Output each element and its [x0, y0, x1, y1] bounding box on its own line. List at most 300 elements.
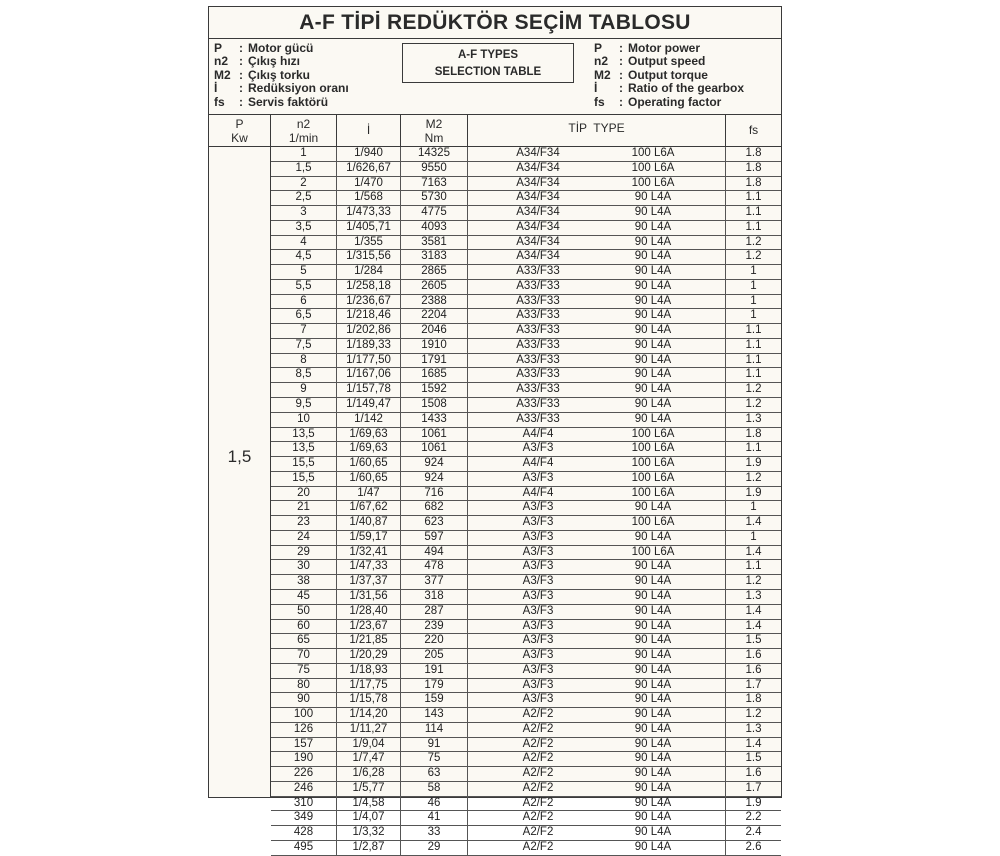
cell-fs: 1 — [750, 530, 757, 543]
cell-type — [468, 620, 726, 634]
cell-fs: 1.1 — [745, 206, 762, 219]
cell-m2: 1685 — [401, 368, 468, 382]
cell-ratio: 1/405,71 — [337, 221, 401, 235]
cell-fs: 1.5 — [745, 752, 762, 765]
cell-type — [468, 575, 726, 589]
cell-m2: 494 — [401, 546, 468, 560]
gearbox-type: A2/F2 — [522, 826, 554, 839]
table-row — [271, 590, 781, 605]
cell-fs: 1.9 — [745, 486, 762, 499]
cell-fs: 1.1 — [745, 368, 762, 381]
cell-type — [468, 339, 726, 353]
table-row — [271, 472, 781, 487]
cell-n2: 30 — [271, 560, 337, 574]
cell-n2: 21 — [271, 501, 337, 515]
cell-ratio: 1/3,32 — [337, 826, 401, 840]
gearbox-type: A3/F3 — [522, 516, 554, 529]
cell-m2: 2865 — [401, 265, 468, 279]
gearbox-type: A3/F3 — [522, 649, 554, 662]
cell-type — [468, 280, 726, 294]
gearbox-type: A34/F34 — [516, 161, 560, 174]
cell-fs: 1.9 — [745, 796, 762, 809]
cell-m2: 1508 — [401, 398, 468, 412]
motor-type: 90 L4A — [634, 811, 672, 824]
motor-type: 100 L6A — [631, 486, 675, 499]
header-power: P Kw — [209, 115, 271, 146]
cell-n2: 2,5 — [271, 191, 337, 205]
cell-type — [468, 177, 726, 191]
motor-type: 90 L4A — [634, 589, 672, 602]
table-row — [271, 324, 781, 339]
gearbox-type: A3/F3 — [522, 693, 554, 706]
cell-m2: 3183 — [401, 250, 468, 264]
gearbox-type: A3/F3 — [522, 560, 554, 573]
gearbox-type: A2/F2 — [522, 737, 554, 750]
cell-m2: 75 — [401, 752, 468, 766]
cell-n2: 38 — [271, 575, 337, 589]
cell-n2: 3 — [271, 206, 337, 220]
cell-ratio: 1/940 — [337, 147, 401, 161]
cell-ratio: 1/355 — [337, 236, 401, 250]
cell-type — [468, 265, 726, 279]
motor-type: 90 L4A — [634, 796, 672, 809]
cell-fs: 1.1 — [745, 338, 762, 351]
cell-type — [468, 162, 726, 176]
cell-fs: 1 — [750, 294, 757, 307]
selection-table-sheet — [208, 6, 782, 853]
cell-type — [468, 782, 726, 796]
cell-n2: 45 — [271, 590, 337, 604]
cell-type — [468, 206, 726, 220]
gearbox-type: A3/F3 — [522, 501, 554, 514]
cell-ratio: 1/40,87 — [337, 516, 401, 530]
cell-fs: 1.1 — [745, 220, 762, 233]
cell-ratio: 1/67,62 — [337, 501, 401, 515]
legend-english — [594, 42, 744, 109]
table-row — [271, 516, 781, 531]
cell-m2: 7163 — [401, 177, 468, 191]
cell-n2: 80 — [271, 679, 337, 693]
gearbox-type: A3/F3 — [522, 442, 554, 455]
cell-type — [468, 147, 726, 161]
cell-m2: 716 — [401, 487, 468, 501]
cell-type — [468, 295, 726, 309]
cell-n2: 7 — [271, 324, 337, 338]
cell-fs: 1.2 — [745, 575, 762, 588]
cell-n2: 5 — [271, 265, 337, 279]
cell-type — [468, 605, 726, 619]
cell-n2: 428 — [271, 826, 337, 840]
types-box-line: SELECTION TABLE — [434, 66, 542, 78]
motor-type: 100 L6A — [631, 161, 675, 174]
cell-ratio: 1/20,29 — [337, 649, 401, 663]
cell-n2: 24 — [271, 531, 337, 545]
cell-m2: 191 — [401, 664, 468, 678]
cell-n2: 5,5 — [271, 280, 337, 294]
cell-n2: 7,5 — [271, 339, 337, 353]
table-row — [271, 605, 781, 620]
gearbox-type: A2/F2 — [522, 811, 554, 824]
cell-ratio: 1/470 — [337, 177, 401, 191]
cell-ratio: 1/14,20 — [337, 708, 401, 722]
motor-type: 100 L6A — [631, 176, 675, 189]
cell-ratio: 1/4,58 — [337, 797, 401, 811]
cell-type — [468, 398, 726, 412]
legend-section — [209, 39, 781, 115]
gearbox-type: A34/F34 — [516, 220, 560, 233]
cell-m2: 143 — [401, 708, 468, 722]
cell-ratio: 1/37,37 — [337, 575, 401, 589]
cell-ratio: 1/473,33 — [337, 206, 401, 220]
table-row — [271, 811, 781, 826]
table-row — [271, 723, 781, 738]
cell-n2: 75 — [271, 664, 337, 678]
cell-n2: 60 — [271, 620, 337, 634]
table-row — [271, 546, 781, 561]
cell-m2: 41 — [401, 811, 468, 825]
cell-type — [468, 752, 726, 766]
cell-type — [468, 413, 726, 427]
cell-type — [468, 368, 726, 382]
cell-m2: 14325 — [401, 147, 468, 161]
gearbox-type: A33/F33 — [516, 279, 560, 292]
cell-type — [468, 708, 726, 722]
cell-type — [468, 649, 726, 663]
gearbox-type: A33/F33 — [516, 353, 560, 366]
table-row — [271, 531, 781, 546]
cell-m2: 91 — [401, 738, 468, 752]
motor-type: 90 L4A — [634, 279, 672, 292]
gearbox-type: A2/F2 — [522, 722, 554, 735]
cell-type — [468, 767, 726, 781]
motor-type: 90 L4A — [634, 649, 672, 662]
gearbox-type: A3/F3 — [522, 589, 554, 602]
gearbox-type: A2/F2 — [522, 840, 554, 853]
cell-n2: 65 — [271, 634, 337, 648]
cell-n2: 15,5 — [271, 457, 337, 471]
cell-ratio: 1/28,40 — [337, 605, 401, 619]
cell-type — [468, 324, 726, 338]
gearbox-type: A3/F3 — [522, 678, 554, 691]
cell-ratio: 1/315,56 — [337, 250, 401, 264]
cell-type — [468, 457, 726, 471]
cell-m2: 58 — [401, 782, 468, 796]
motor-type: 100 L6A — [631, 442, 675, 455]
motor-type: 90 L4A — [634, 220, 672, 233]
table-row — [271, 649, 781, 664]
cell-ratio: 1/31,56 — [337, 590, 401, 604]
cell-fs: 1.4 — [745, 604, 762, 617]
table-row — [271, 368, 781, 383]
cell-ratio: 1/21,85 — [337, 634, 401, 648]
table-row — [271, 457, 781, 472]
legend-item: İ : Redüksiyon oranı — [214, 81, 349, 96]
motor-type: 90 L4A — [634, 663, 672, 676]
cell-type — [468, 738, 726, 752]
cell-n2: 157 — [271, 738, 337, 752]
cell-type — [468, 811, 726, 825]
cell-ratio: 1/284 — [337, 265, 401, 279]
cell-fs: 1.1 — [745, 353, 762, 366]
power-value: 1,5 — [227, 447, 252, 466]
cell-fs: 1.4 — [745, 516, 762, 529]
cell-type — [468, 531, 726, 545]
cell-ratio: 1/2,87 — [337, 841, 401, 855]
gearbox-type: A3/F3 — [522, 545, 554, 558]
cell-fs: 2.4 — [745, 826, 762, 839]
motor-type: 100 L6A — [631, 471, 675, 484]
table-row — [271, 501, 781, 516]
gearbox-type: A3/F3 — [522, 604, 554, 617]
cell-type — [468, 560, 726, 574]
motor-type: 90 L4A — [634, 708, 672, 721]
cell-fs: 1.3 — [745, 412, 762, 425]
legend-item: n2 : Output speed — [594, 54, 706, 69]
header-m2: M2 Nm — [401, 115, 468, 146]
cell-ratio: 1/568 — [337, 191, 401, 205]
cell-n2: 9 — [271, 383, 337, 397]
cell-type — [468, 442, 726, 456]
motor-type: 90 L4A — [634, 338, 672, 351]
cell-fs: 1.9 — [745, 457, 762, 470]
cell-fs: 1.1 — [745, 442, 762, 455]
cell-n2: 23 — [271, 516, 337, 530]
motor-type: 90 L4A — [634, 383, 672, 396]
cell-ratio: 1/47,33 — [337, 560, 401, 574]
cell-ratio: 1/17,75 — [337, 679, 401, 693]
cell-n2: 13,5 — [271, 442, 337, 456]
cell-fs: 1.1 — [745, 191, 762, 204]
motor-type: 90 L4A — [634, 265, 672, 278]
legend-item: P : Motor power — [594, 41, 700, 55]
motor-type: 90 L4A — [634, 324, 672, 337]
gearbox-type: A34/F34 — [516, 147, 560, 159]
cell-m2: 1592 — [401, 383, 468, 397]
cell-fs: 1 — [750, 501, 757, 514]
cell-type — [468, 723, 726, 737]
cell-fs: 1.1 — [745, 560, 762, 573]
motor-type: 90 L4A — [634, 619, 672, 632]
types-box — [402, 43, 574, 83]
cell-type — [468, 383, 726, 397]
cell-fs: 1.8 — [745, 693, 762, 706]
cell-n2: 70 — [271, 649, 337, 663]
gearbox-type: A3/F3 — [522, 530, 554, 543]
cell-ratio: 1/59,17 — [337, 531, 401, 545]
motor-type: 90 L4A — [634, 530, 672, 543]
cell-n2: 1,5 — [271, 162, 337, 176]
motor-type: 90 L4A — [634, 575, 672, 588]
cell-fs: 2.6 — [745, 840, 762, 853]
motor-type: 90 L4A — [634, 206, 672, 219]
gearbox-type: A3/F3 — [522, 575, 554, 588]
table-row — [271, 797, 781, 812]
cell-n2: 20 — [271, 487, 337, 501]
cell-ratio: 1/69,63 — [337, 428, 401, 442]
cell-n2: 4,5 — [271, 250, 337, 264]
cell-type — [468, 354, 726, 368]
cell-m2: 287 — [401, 605, 468, 619]
cell-fs: 1.8 — [745, 147, 762, 159]
gearbox-type: A34/F34 — [516, 191, 560, 204]
cell-ratio: 1/60,65 — [337, 457, 401, 471]
table-row — [271, 442, 781, 457]
cell-fs: 1.2 — [745, 708, 762, 721]
motor-type: 90 L4A — [634, 678, 672, 691]
gearbox-type: A4/F4 — [522, 427, 554, 440]
legend-item: fs : Operating factor — [594, 94, 722, 109]
cell-fs: 1.5 — [745, 634, 762, 647]
cell-ratio: 1/18,93 — [337, 664, 401, 678]
cell-ratio: 1/258,18 — [337, 280, 401, 294]
cell-n2: 310 — [271, 797, 337, 811]
cell-m2: 2204 — [401, 309, 468, 323]
cell-m2: 2605 — [401, 280, 468, 294]
cell-n2: 8,5 — [271, 368, 337, 382]
motor-type: 90 L4A — [634, 722, 672, 735]
motor-type: 90 L4A — [634, 191, 672, 204]
table-row — [271, 782, 781, 797]
header-n2: n2 1/min — [271, 115, 337, 146]
cell-m2: 682 — [401, 501, 468, 515]
legend-item: M2 : Çıkış torku — [214, 67, 311, 82]
motor-type: 90 L4A — [634, 634, 672, 647]
cell-fs: 1.7 — [745, 781, 762, 794]
table-row — [271, 560, 781, 575]
cell-ratio: 1/5,77 — [337, 782, 401, 796]
legend-item: P : Motor gücü — [214, 41, 314, 55]
cell-type — [468, 516, 726, 530]
motor-type: 90 L4A — [634, 235, 672, 248]
gearbox-type: A34/F34 — [516, 206, 560, 219]
cell-n2: 29 — [271, 546, 337, 560]
table-row — [271, 162, 781, 177]
cell-ratio: 1/4,07 — [337, 811, 401, 825]
cell-m2: 1061 — [401, 428, 468, 442]
motor-type: 90 L4A — [634, 309, 672, 322]
motor-type: 90 L4A — [634, 840, 672, 853]
motor-type: 90 L4A — [634, 604, 672, 617]
cell-fs: 1.7 — [745, 678, 762, 691]
gearbox-type: A3/F3 — [522, 471, 554, 484]
cell-m2: 46 — [401, 797, 468, 811]
gearbox-type: A34/F34 — [516, 235, 560, 248]
gearbox-type: A4/F4 — [522, 457, 554, 470]
cell-type — [468, 841, 726, 855]
header-type: TİP TYPE — [468, 115, 726, 146]
cell-m2: 2046 — [401, 324, 468, 338]
header-ratio: İ — [337, 115, 401, 146]
cell-n2: 226 — [271, 767, 337, 781]
gearbox-type: A2/F2 — [522, 752, 554, 765]
cell-n2: 90 — [271, 693, 337, 707]
cell-m2: 29 — [401, 841, 468, 855]
cell-type — [468, 250, 726, 264]
cell-ratio: 1/202,86 — [337, 324, 401, 338]
legend-item: fs : Servis faktörü — [214, 94, 329, 109]
gearbox-type: A34/F34 — [516, 250, 560, 263]
cell-m2: 478 — [401, 560, 468, 574]
table-row — [271, 708, 781, 723]
cell-n2: 1 — [271, 147, 337, 161]
gearbox-type: A33/F33 — [516, 309, 560, 322]
legend-item: M2 : Output torque — [594, 67, 708, 82]
cell-n2: 2 — [271, 177, 337, 191]
gearbox-type: A33/F33 — [516, 383, 560, 396]
cell-m2: 1433 — [401, 413, 468, 427]
motor-type: 90 L4A — [634, 412, 672, 425]
cell-n2: 4 — [271, 236, 337, 250]
cell-ratio: 1/177,50 — [337, 354, 401, 368]
table-row — [271, 236, 781, 251]
motor-type: 90 L4A — [634, 398, 672, 411]
cell-type — [468, 191, 726, 205]
cell-type — [468, 634, 726, 648]
table-row — [271, 826, 781, 841]
cell-fs: 1.2 — [745, 398, 762, 411]
cell-type — [468, 826, 726, 840]
cell-fs: 2.2 — [745, 811, 762, 824]
cell-ratio: 1/626,67 — [337, 162, 401, 176]
cell-n2: 3,5 — [271, 221, 337, 235]
motor-type: 90 L4A — [634, 368, 672, 381]
cell-ratio: 1/32,41 — [337, 546, 401, 560]
cell-n2: 9,5 — [271, 398, 337, 412]
gearbox-type: A33/F33 — [516, 368, 560, 381]
table-row — [271, 309, 781, 324]
cell-ratio: 1/218,46 — [337, 309, 401, 323]
cell-ratio: 1/9,04 — [337, 738, 401, 752]
cell-fs: 1.4 — [745, 619, 762, 632]
cell-n2: 15,5 — [271, 472, 337, 486]
cell-ratio: 1/167,06 — [337, 368, 401, 382]
legend-item: İ : Ratio of the gearbox — [594, 81, 745, 96]
types-box-line: A-F TYPES — [457, 49, 519, 61]
cell-m2: 114 — [401, 723, 468, 737]
cell-fs: 1.4 — [745, 545, 762, 558]
cell-fs: 1.3 — [745, 722, 762, 735]
cell-ratio: 1/7,47 — [337, 752, 401, 766]
cell-m2: 3581 — [401, 236, 468, 250]
cell-m2: 1910 — [401, 339, 468, 353]
table-row — [271, 147, 781, 162]
cell-type — [468, 590, 726, 604]
legend-item: n2 : Çıkış hızı — [214, 54, 301, 69]
table-row — [271, 752, 781, 767]
motor-type: 100 L6A — [631, 545, 675, 558]
table-row — [271, 620, 781, 635]
cell-type — [468, 472, 726, 486]
table-row — [271, 413, 781, 428]
cell-fs: 1.8 — [745, 176, 762, 189]
cell-n2: 50 — [271, 605, 337, 619]
motor-type: 90 L4A — [634, 353, 672, 366]
cell-m2: 1791 — [401, 354, 468, 368]
gearbox-type: A33/F33 — [516, 412, 560, 425]
cell-m2: 9550 — [401, 162, 468, 176]
cell-fs: 1.8 — [745, 427, 762, 440]
cell-type — [468, 797, 726, 811]
motor-type: 90 L4A — [634, 250, 672, 263]
motor-type: 90 L4A — [634, 501, 672, 514]
cell-ratio: 1/236,67 — [337, 295, 401, 309]
power-column — [209, 147, 271, 797]
cell-fs: 1.8 — [745, 161, 762, 174]
table-row — [271, 428, 781, 443]
table-row — [271, 575, 781, 590]
table-row — [271, 383, 781, 398]
cell-ratio: 1/69,63 — [337, 442, 401, 456]
